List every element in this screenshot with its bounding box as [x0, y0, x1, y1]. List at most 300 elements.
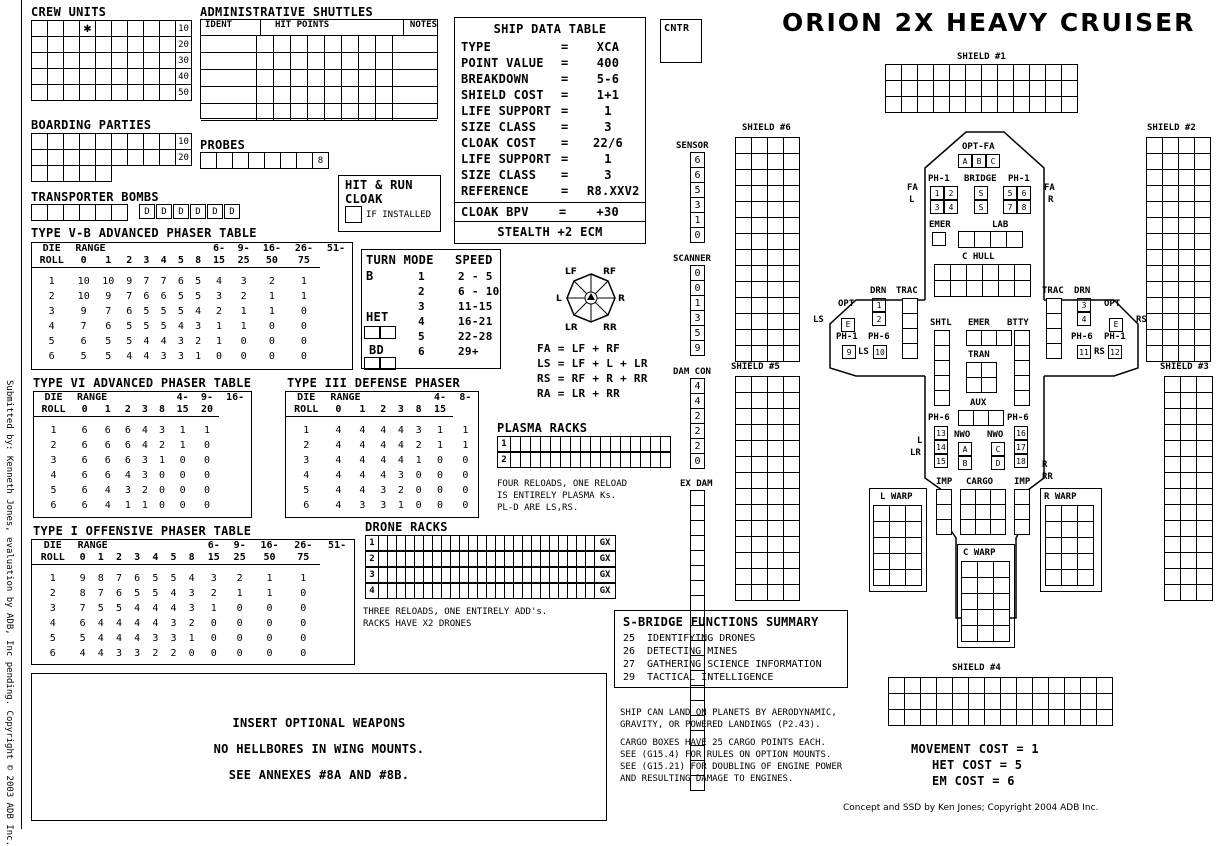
cwarp-box[interactable]: [977, 577, 994, 594]
shield2-box[interactable]: [1178, 313, 1195, 330]
shield5-box[interactable]: [767, 584, 784, 601]
damcon-box[interactable]: 2: [690, 438, 705, 454]
shield6-box[interactable]: [735, 169, 752, 186]
shuttle-hit-box[interactable]: [274, 104, 291, 120]
shield6-box[interactable]: [767, 297, 784, 314]
shield4-box[interactable]: [984, 693, 1001, 710]
probe-box[interactable]: [248, 152, 265, 169]
crew-unit-box[interactable]: [143, 52, 160, 69]
shield3-box[interactable]: [1180, 504, 1197, 521]
shield6-box[interactable]: [767, 329, 784, 346]
shield2-box[interactable]: [1178, 345, 1195, 362]
shield5-box[interactable]: [783, 536, 800, 553]
shield2-box[interactable]: [1146, 153, 1163, 170]
crew-unit-box[interactable]: [111, 52, 128, 69]
lwarp-box[interactable]: [889, 537, 906, 554]
shield3-box[interactable]: [1180, 568, 1197, 585]
shield1-box[interactable]: [1013, 64, 1030, 81]
shield2-box[interactable]: [1194, 185, 1211, 202]
shield1-box[interactable]: [933, 64, 950, 81]
shield5-box[interactable]: [735, 552, 752, 569]
shuttle-hit-box[interactable]: [257, 70, 274, 86]
shield6-box[interactable]: [735, 233, 752, 250]
shield2-box[interactable]: [1178, 249, 1195, 266]
tbomb-box[interactable]: [47, 204, 64, 221]
lwarp-box[interactable]: [889, 521, 906, 538]
boarding-party-box[interactable]: [111, 149, 128, 166]
shield3-box[interactable]: [1164, 456, 1181, 473]
shield2-box[interactable]: [1194, 249, 1211, 266]
lwarp-box[interactable]: [873, 553, 890, 570]
shield4-box[interactable]: [952, 677, 969, 694]
shield2-box[interactable]: [1162, 345, 1179, 362]
shield5-box[interactable]: [783, 584, 800, 601]
crew-unit-box[interactable]: [159, 36, 176, 53]
shield5-box[interactable]: [735, 424, 752, 441]
probe-box[interactable]: [232, 152, 249, 169]
shield5-box[interactable]: [751, 376, 768, 393]
crew-unit-box[interactable]: [127, 20, 144, 37]
probe-box-8[interactable]: 8: [312, 152, 329, 169]
shield6-box[interactable]: [767, 169, 784, 186]
shield1-box[interactable]: [901, 64, 918, 81]
cargo-box[interactable]: [990, 504, 1006, 520]
damcon-box[interactable]: 2: [690, 423, 705, 439]
shield2-box[interactable]: [1162, 249, 1179, 266]
chull-box[interactable]: [982, 264, 999, 281]
shield3-box[interactable]: [1180, 424, 1197, 441]
shield3-box[interactable]: [1164, 376, 1181, 393]
shield5-box[interactable]: [783, 472, 800, 489]
shield5-box[interactable]: [783, 408, 800, 425]
exdam-box[interactable]: [690, 580, 705, 596]
shuttle-hit-box[interactable]: [376, 104, 393, 120]
drn-3[interactable]: 3: [1077, 298, 1091, 312]
damcon-box[interactable]: 0: [690, 453, 705, 469]
shield4-box[interactable]: [1096, 677, 1113, 694]
sensor-box[interactable]: 6: [690, 167, 705, 183]
shield1-box[interactable]: [949, 64, 966, 81]
probe-box[interactable]: [200, 152, 217, 169]
dummy-bomb-box[interactable]: D: [224, 204, 240, 219]
dummy-bomb-box[interactable]: D: [207, 204, 223, 219]
het-box[interactable]: [364, 326, 380, 339]
shield5-box[interactable]: [751, 520, 768, 537]
shield5-box[interactable]: [735, 440, 752, 457]
shield2-box[interactable]: [1146, 281, 1163, 298]
crew-unit-box[interactable]: [79, 52, 96, 69]
shuttle-hit-box[interactable]: [308, 36, 325, 52]
shield2-box[interactable]: [1178, 265, 1195, 282]
shield6-box[interactable]: [735, 265, 752, 282]
shield5-box[interactable]: [735, 472, 752, 489]
shield1-box[interactable]: [981, 80, 998, 97]
shield4-box[interactable]: [904, 693, 921, 710]
shield1-box[interactable]: [917, 96, 934, 113]
boarding-party-box[interactable]: [31, 133, 48, 150]
exdam-box[interactable]: [690, 640, 705, 656]
exdam-box[interactable]: [690, 715, 705, 731]
ph6-weapon-14[interactable]: 14: [934, 440, 948, 454]
crew-unit-box[interactable]: [47, 84, 64, 101]
shield1-box[interactable]: [965, 80, 982, 97]
shield4-box[interactable]: [1000, 709, 1017, 726]
shuttle-hit-box[interactable]: [274, 53, 291, 69]
shield6-box[interactable]: [767, 217, 784, 234]
shield3-box[interactable]: [1164, 488, 1181, 505]
exdam-box[interactable]: [690, 685, 705, 701]
shield4-box[interactable]: [1048, 677, 1065, 694]
rwarp-box[interactable]: [1061, 537, 1078, 554]
cwarp-box[interactable]: [993, 561, 1010, 578]
crew-unit-box[interactable]: [111, 84, 128, 101]
shield4-box[interactable]: [888, 677, 905, 694]
crew-unit-box[interactable]: [95, 68, 112, 85]
crew-unit-box[interactable]: [143, 84, 160, 101]
ph1-weapon-3[interactable]: 3: [930, 200, 944, 214]
trac-left-box[interactable]: [902, 313, 918, 329]
tbomb-box[interactable]: [95, 204, 112, 221]
rwarp-box[interactable]: [1045, 505, 1062, 522]
cargo-box[interactable]: [990, 519, 1006, 535]
weapon-c[interactable]: C: [986, 154, 1000, 168]
cwarp-box[interactable]: [993, 593, 1010, 610]
boarding-party-box[interactable]: [143, 149, 160, 166]
shield4-box[interactable]: [936, 709, 953, 726]
boarding-party-box[interactable]: [111, 133, 128, 150]
boarding-party-box[interactable]: [47, 149, 64, 166]
scanner-box[interactable]: 3: [690, 310, 705, 326]
shield5-box[interactable]: [751, 472, 768, 489]
shield4-box[interactable]: [968, 693, 985, 710]
cwarp-box[interactable]: [961, 609, 978, 626]
shuttle-hit-box[interactable]: [342, 104, 359, 120]
plasma-reload-box[interactable]: [660, 452, 671, 468]
shield4-box[interactable]: [1016, 677, 1033, 694]
shield6-box[interactable]: [735, 153, 752, 170]
ph1-weapon-6[interactable]: 6: [1017, 186, 1031, 200]
ph1-weapon-12[interactable]: 12: [1108, 345, 1122, 359]
shield6-box[interactable]: [735, 281, 752, 298]
shuttle-hit-box[interactable]: [308, 104, 325, 120]
shield3-box[interactable]: [1196, 424, 1213, 441]
crew-unit-box[interactable]: [47, 36, 64, 53]
crew-unit-box[interactable]: [95, 20, 112, 37]
shield4-box[interactable]: [888, 693, 905, 710]
boarding-party-box[interactable]: [127, 149, 144, 166]
boarding-party-box[interactable]: [47, 133, 64, 150]
shield2-box[interactable]: [1194, 201, 1211, 218]
shield5-box[interactable]: [751, 536, 768, 553]
het-box[interactable]: [364, 357, 380, 370]
shuttle-hit-box[interactable]: [291, 104, 308, 120]
shield5-box[interactable]: [751, 584, 768, 601]
lwarp-box[interactable]: [873, 505, 890, 522]
sensor-box[interactable]: 5: [690, 182, 705, 198]
shield5-box[interactable]: [735, 488, 752, 505]
shuttle-hit-box[interactable]: [325, 104, 342, 120]
trac-right-box[interactable]: [1046, 343, 1062, 359]
shuttle-hit-box[interactable]: [291, 87, 308, 103]
shield1-box[interactable]: [949, 96, 966, 113]
shield1-box[interactable]: [1045, 64, 1062, 81]
shield1-box[interactable]: [1045, 96, 1062, 113]
shuttle-hit-box[interactable]: [359, 104, 376, 120]
shield5-box[interactable]: [783, 568, 800, 585]
shield6-box[interactable]: [783, 265, 800, 282]
ph6-weapon-15[interactable]: 15: [934, 454, 948, 468]
shield2-box[interactable]: [1178, 329, 1195, 346]
sensor-box[interactable]: 1: [690, 212, 705, 228]
shield5-box[interactable]: [735, 408, 752, 425]
imp-right-box[interactable]: [1014, 504, 1030, 520]
shield6-box[interactable]: [767, 313, 784, 330]
shield1-box[interactable]: [981, 96, 998, 113]
shield5-box[interactable]: [783, 456, 800, 473]
ph1-weapon-2[interactable]: 2: [944, 186, 958, 200]
shield5-box[interactable]: [767, 440, 784, 457]
shield6-box[interactable]: [735, 329, 752, 346]
shield4-box[interactable]: [968, 677, 985, 694]
shield4-box[interactable]: [1096, 709, 1113, 726]
shield1-box[interactable]: [885, 96, 902, 113]
exdam-box[interactable]: [690, 655, 705, 671]
shield2-box[interactable]: [1162, 233, 1179, 250]
shield6-box[interactable]: [751, 217, 768, 234]
shtl-box[interactable]: [934, 330, 950, 346]
shield4-box[interactable]: [1080, 677, 1097, 694]
shield6-box[interactable]: [751, 265, 768, 282]
shield6-box[interactable]: [735, 345, 752, 362]
btty-box[interactable]: [1014, 330, 1030, 346]
cwarp-box[interactable]: [961, 625, 978, 642]
shield2-box[interactable]: [1146, 329, 1163, 346]
shield6-box[interactable]: [783, 329, 800, 346]
exdam-box[interactable]: [690, 670, 705, 686]
crew-unit-box[interactable]: [111, 36, 128, 53]
rwarp-box[interactable]: [1061, 521, 1078, 538]
shield2-box[interactable]: [1194, 345, 1211, 362]
shuttle-hit-box[interactable]: [308, 87, 325, 103]
emer-box-top[interactable]: [932, 231, 946, 250]
drn-1[interactable]: 1: [872, 298, 886, 312]
shield2-box[interactable]: [1178, 281, 1195, 298]
probe-box[interactable]: [280, 152, 297, 169]
crew-unit-box[interactable]: [159, 68, 176, 85]
shield1-box[interactable]: [885, 64, 902, 81]
chull-box[interactable]: [966, 264, 983, 281]
shield2-box[interactable]: [1146, 345, 1163, 362]
shield1-box[interactable]: [1029, 80, 1046, 97]
crew-unit-box[interactable]: [31, 68, 48, 85]
shield3-box[interactable]: [1196, 568, 1213, 585]
crew-unit-box[interactable]: [47, 20, 64, 37]
shield5-box[interactable]: [767, 520, 784, 537]
ph1-weapon-7[interactable]: 7: [1003, 200, 1017, 214]
shield2-box[interactable]: [1146, 217, 1163, 234]
shuttle-hit-box[interactable]: [291, 36, 308, 52]
shield3-box[interactable]: [1180, 408, 1197, 425]
shield4-box[interactable]: [952, 693, 969, 710]
crew-unit-box[interactable]: [143, 36, 160, 53]
shield6-box[interactable]: [735, 137, 752, 154]
shield6-box[interactable]: [751, 137, 768, 154]
cwarp-box[interactable]: [977, 609, 994, 626]
shuttle-hit-box[interactable]: [257, 36, 274, 52]
shield3-box[interactable]: [1196, 408, 1213, 425]
shield4-box[interactable]: [1032, 693, 1049, 710]
damcon-box[interactable]: 4: [690, 378, 705, 394]
exdam-box[interactable]: [690, 490, 705, 506]
shuttle-hit-box[interactable]: [291, 70, 308, 86]
rwarp-box[interactable]: [1061, 553, 1078, 570]
crew-unit-box[interactable]: [111, 20, 128, 37]
dummy-bomb-box[interactable]: D: [190, 204, 206, 219]
ph1-weapon-9[interactable]: 9: [842, 345, 856, 359]
shield2-box[interactable]: [1194, 265, 1211, 282]
shield6-box[interactable]: [767, 345, 784, 362]
shield3-box[interactable]: [1164, 424, 1181, 441]
shield1-box[interactable]: [997, 96, 1014, 113]
shield4-box[interactable]: [904, 709, 921, 726]
shield6-box[interactable]: [751, 185, 768, 202]
boarding-party-box[interactable]: [95, 133, 112, 150]
shield6-box[interactable]: [767, 249, 784, 266]
shield4-box[interactable]: [1032, 677, 1049, 694]
dummy-bomb-box[interactable]: D: [139, 204, 155, 219]
boarding-party-box[interactable]: [63, 133, 80, 150]
boarding-party-box[interactable]: [31, 165, 48, 182]
dummy-bomb-box[interactable]: D: [156, 204, 172, 219]
shield1-box[interactable]: [1029, 64, 1046, 81]
rwarp-box[interactable]: [1045, 537, 1062, 554]
shield3-box[interactable]: [1180, 440, 1197, 457]
lwarp-box[interactable]: [905, 569, 922, 586]
sensor-box[interactable]: 6: [690, 152, 705, 168]
cargo-box[interactable]: [975, 489, 991, 505]
shield5-box[interactable]: [767, 376, 784, 393]
shield6-box[interactable]: [735, 201, 752, 218]
lab-box[interactable]: [958, 231, 975, 248]
shield3-box[interactable]: [1196, 472, 1213, 489]
shield5-box[interactable]: [735, 584, 752, 601]
shield3-box[interactable]: [1196, 392, 1213, 409]
shield3-box[interactable]: [1196, 488, 1213, 505]
shield5-box[interactable]: [767, 504, 784, 521]
shield3-box[interactable]: [1196, 536, 1213, 553]
shield2-box[interactable]: [1162, 313, 1179, 330]
shield5-box[interactable]: [751, 424, 768, 441]
crew-unit-box[interactable]: [31, 84, 48, 101]
shield1-box[interactable]: [917, 80, 934, 97]
shuttle-hit-box[interactable]: [325, 87, 342, 103]
shield5-box[interactable]: [767, 408, 784, 425]
ph6-weapon-13[interactable]: 13: [934, 426, 948, 440]
btty-box[interactable]: [1014, 360, 1030, 376]
exdam-box[interactable]: [690, 760, 705, 776]
shield2-box[interactable]: [1178, 169, 1195, 186]
tran-box[interactable]: [981, 362, 997, 378]
lwarp-box[interactable]: [889, 569, 906, 586]
shtl-box[interactable]: [934, 390, 950, 406]
shield3-box[interactable]: [1180, 488, 1197, 505]
opt-left-box[interactable]: E: [841, 312, 855, 332]
bridge-s-1[interactable]: S: [974, 186, 988, 200]
scanner-box[interactable]: 0: [690, 280, 705, 296]
shield5-box[interactable]: [767, 536, 784, 553]
cwarp-box[interactable]: [961, 561, 978, 578]
emer-box[interactable]: [996, 330, 1012, 346]
shield2-box[interactable]: [1178, 137, 1195, 154]
cwarp-box[interactable]: [993, 609, 1010, 626]
shuttle-hit-box[interactable]: [325, 36, 342, 52]
boarding-party-box[interactable]: [159, 133, 176, 150]
rwarp-box[interactable]: [1061, 505, 1078, 522]
trac-left-box[interactable]: [902, 298, 918, 314]
rwarp-box[interactable]: [1077, 569, 1094, 586]
weapon-a[interactable]: A: [958, 154, 972, 168]
nwo-a[interactable]: A: [958, 442, 972, 456]
shield5-box[interactable]: [751, 392, 768, 409]
crew-unit-box[interactable]: [31, 36, 48, 53]
shield2-box[interactable]: [1162, 169, 1179, 186]
bridge-s-2[interactable]: S: [974, 200, 988, 214]
chull-box[interactable]: [998, 280, 1015, 297]
tbomb-box[interactable]: [63, 204, 80, 221]
chull-box[interactable]: [982, 280, 999, 297]
shield3-box[interactable]: [1180, 584, 1197, 601]
probe-box[interactable]: [296, 152, 313, 169]
cwarp-box[interactable]: [977, 561, 994, 578]
exdam-box[interactable]: [690, 625, 705, 641]
shuttle-hit-box[interactable]: [274, 87, 291, 103]
shield4-box[interactable]: [904, 677, 921, 694]
shield5-box[interactable]: [735, 504, 752, 521]
shuttle-hit-box[interactable]: [359, 70, 376, 86]
shield4-box[interactable]: [920, 693, 937, 710]
shield4-box[interactable]: [936, 677, 953, 694]
shield6-box[interactable]: [751, 281, 768, 298]
sensor-box[interactable]: 0: [690, 227, 705, 243]
shield6-box[interactable]: [767, 137, 784, 154]
shield6-box[interactable]: [783, 137, 800, 154]
shield2-box[interactable]: [1194, 217, 1211, 234]
shtl-box[interactable]: [934, 360, 950, 376]
shield1-box[interactable]: [1061, 96, 1078, 113]
shield5-box[interactable]: [767, 456, 784, 473]
shield5-box[interactable]: [735, 392, 752, 409]
shield2-box[interactable]: [1146, 169, 1163, 186]
shield2-box[interactable]: [1194, 329, 1211, 346]
shield4-box[interactable]: [888, 709, 905, 726]
shtl-box[interactable]: [934, 375, 950, 391]
shield2-box[interactable]: [1194, 153, 1211, 170]
ph1-weapon-8[interactable]: 8: [1017, 200, 1031, 214]
lab-box[interactable]: [990, 231, 1007, 248]
shield3-box[interactable]: [1164, 472, 1181, 489]
shuttle-hit-box[interactable]: [342, 70, 359, 86]
rwarp-box[interactable]: [1077, 505, 1094, 522]
exdam-box[interactable]: [690, 745, 705, 761]
shield3-box[interactable]: [1164, 392, 1181, 409]
shuttle-hit-box[interactable]: [359, 53, 376, 69]
shield2-box[interactable]: [1146, 297, 1163, 314]
ph6-weapon-17[interactable]: 17: [1014, 440, 1028, 454]
shield4-box[interactable]: [1080, 693, 1097, 710]
scanner-box[interactable]: 0: [690, 265, 705, 281]
lwarp-box[interactable]: [873, 569, 890, 586]
scanner-box[interactable]: 9: [690, 340, 705, 356]
